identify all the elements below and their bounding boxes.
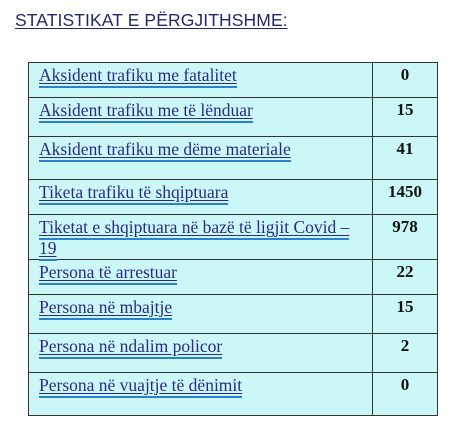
table-row	[29, 180, 438, 215]
table-row	[29, 63, 438, 98]
row-label-cell	[29, 137, 373, 180]
row-label[interactable]: Aksident trafiku me fatalitet	[39, 65, 237, 88]
row-label-cell	[29, 63, 373, 98]
row-label[interactable]: Persona në vuajtje të dënimit	[39, 375, 242, 398]
row-label-cell	[29, 215, 373, 260]
row-label[interactable]: Persona të arrestuar	[39, 262, 177, 285]
table-row	[29, 137, 438, 180]
table-row	[29, 295, 438, 334]
table-row	[29, 373, 438, 416]
table-row	[29, 215, 438, 260]
table-row	[29, 334, 438, 373]
row-value: 22	[373, 260, 438, 295]
row-label[interactable]: Persona në mbajtje	[39, 297, 172, 320]
table-row	[29, 98, 438, 137]
row-value: 41	[373, 137, 438, 180]
table-row	[29, 260, 438, 295]
row-label-cell	[29, 180, 373, 215]
row-label[interactable]: Tiketat e shqiptuara në bazë të ligjit Covid – 19	[39, 217, 349, 261]
row-label-cell	[29, 334, 373, 373]
row-label[interactable]: Tiketa trafiku të shqiptuara	[39, 182, 228, 205]
row-value: 0	[373, 373, 438, 416]
row-value: 0	[373, 63, 438, 98]
row-label-cell	[29, 295, 373, 334]
row-value: 2	[373, 334, 438, 373]
row-label-cell	[29, 373, 373, 416]
statistics-table	[28, 62, 438, 416]
row-label[interactable]: Persona në ndalim policor	[39, 336, 222, 359]
row-label[interactable]: Aksident trafiku me dëme materiale	[39, 139, 291, 162]
row-value: 15	[373, 295, 438, 334]
row-label-cell	[29, 98, 373, 137]
page-title: STATISTIKAT E PËRGJITHSHME:	[15, 10, 288, 30]
row-value: 1450	[373, 180, 438, 215]
row-label[interactable]: Aksident trafiku me të lënduar	[39, 100, 253, 123]
row-value: 978	[373, 215, 438, 260]
row-label-cell	[29, 260, 373, 295]
row-value: 15	[373, 98, 438, 137]
